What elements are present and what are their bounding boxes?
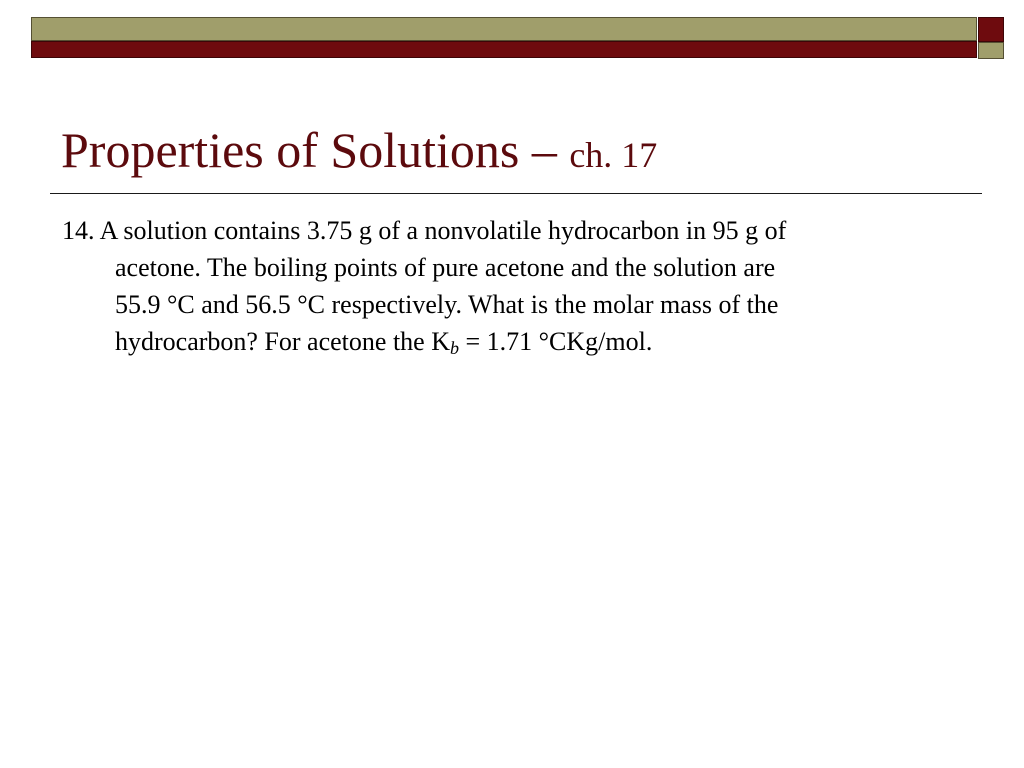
problem-line-3: 55.9 °C and 56.5 °C respectively. What is the molar mass of the: [115, 290, 779, 319]
header-maroon-bar: [31, 41, 977, 58]
problem-line-2: acetone. The boiling points of pure acetone and the solution are: [115, 253, 776, 282]
kb-prefix: hydrocarbon? For acetone the K: [115, 327, 450, 356]
title-divider: [50, 193, 982, 194]
slide-title: [61, 118, 657, 187]
problem-line-4: [62, 323, 952, 360]
corner-olive-square: [978, 42, 1004, 59]
header-olive-bar: [31, 17, 977, 41]
kb-subscript: b: [449, 338, 459, 358]
slide-title-chapter: ch. 17: [569, 135, 658, 175]
problem-line-1: 14. A solution contains 3.75 g of a nonvolatile hydrocarbon in 95 g of: [62, 216, 787, 245]
corner-maroon-square: [978, 17, 1004, 42]
slide-title-main: Properties of Solutions –: [61, 122, 570, 178]
problem-text: [62, 212, 952, 360]
kb-value: = 1.71 °CKg/mol.: [458, 327, 653, 356]
